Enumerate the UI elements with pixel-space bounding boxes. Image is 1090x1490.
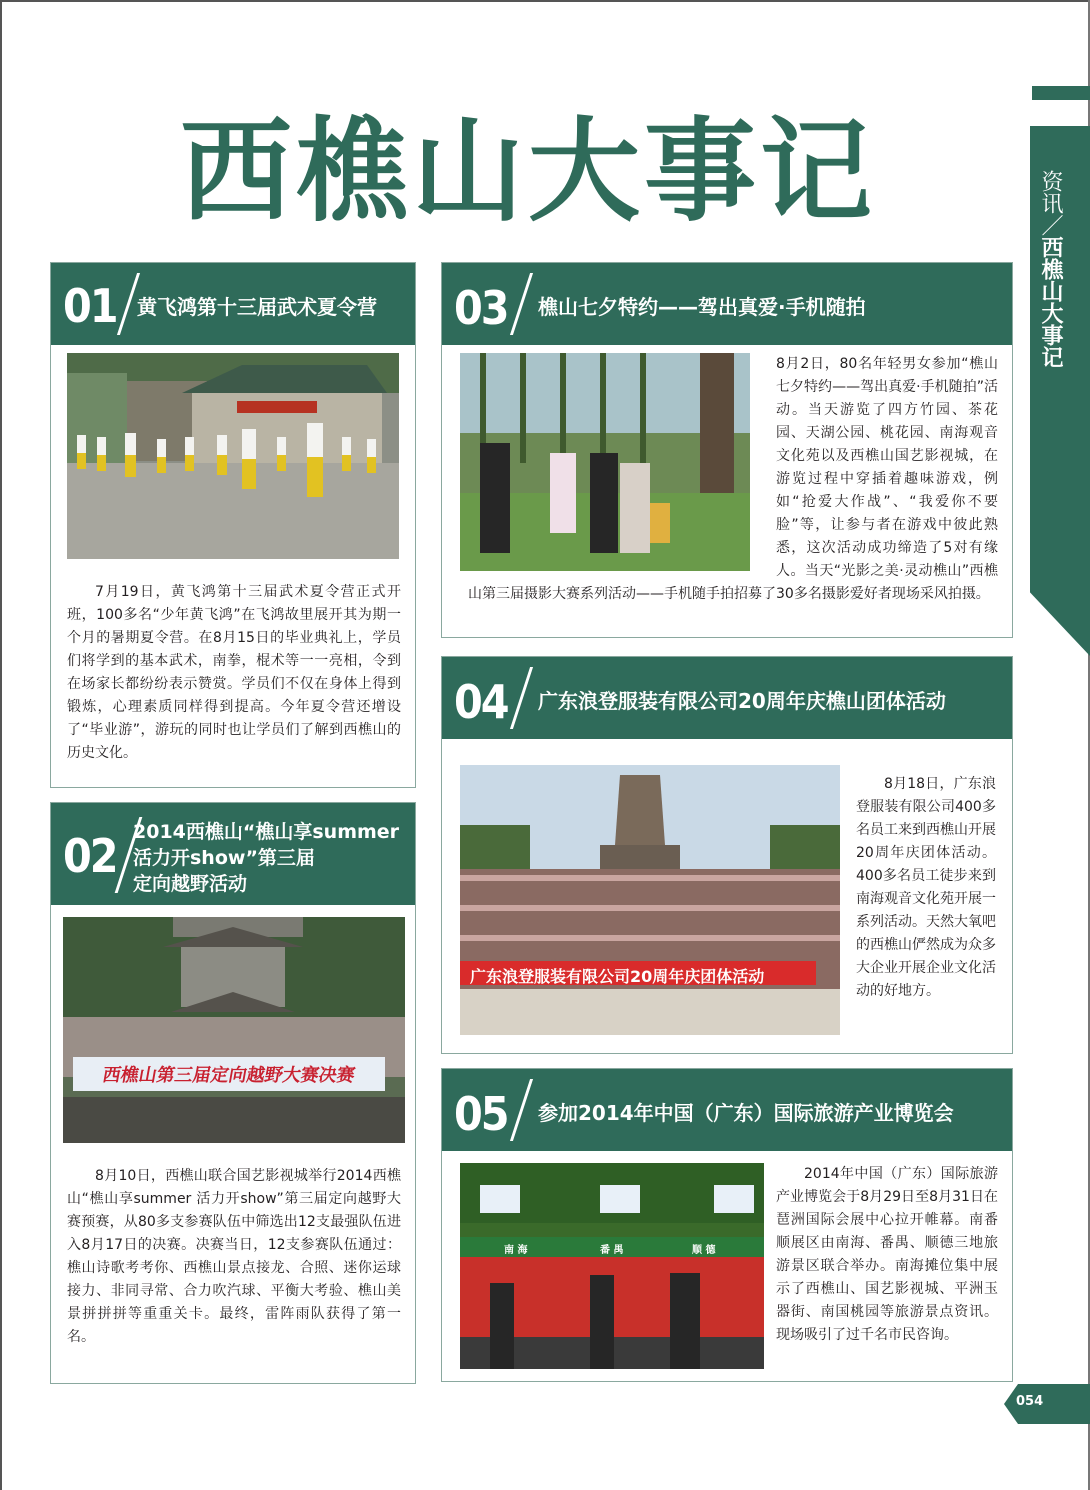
- event-header-04: [442, 657, 1012, 739]
- event-text-02: 8月10日，西樵山联合国艺影视城举行2014西樵山“樵山享summer 活力开show”第三届定向越野大赛预赛，从80多支参赛队伍中筛选出12支最强队伍进入8月17日的决赛。决赛当日，12支参赛队伍通过：樵山诗歌考考你、西樵山景点接龙、合照、迷你运球接力、非同寻常、合力吹汽球、平衡大考验、樵山美景拼拼拼等重重关卡。最终，雷阵雨队获得了第一名。: [67, 1168, 401, 1345]
- event-title-02-line3: 定向越野活动: [133, 873, 248, 895]
- event-card-03: [441, 262, 1013, 638]
- event-text-04: 8月18日，广东浪登服装有限公司400多名员工来到西樵山开展20周年庆团体活动。400多名员工徒步来到南海观音文化苑开展一系列活动。天然大氧吧的西樵山俨然成为众多大企业开展企业文化活动的好地方。: [856, 776, 996, 999]
- booth-label-shunde: 顺 德: [692, 1245, 716, 1256]
- event-card-04: [441, 656, 1013, 1054]
- event-header-02: [51, 803, 415, 905]
- event-title-02-line1: 2014西樵山“樵山享summer: [133, 821, 400, 843]
- event-header-03: [442, 263, 1012, 345]
- event-title-03: 樵山七夕特约——驾出真爱·手机随拍: [538, 295, 866, 319]
- company-banner-text: 广东浪登服装有限公司20周年庆团体活动: [470, 967, 765, 986]
- guanyin-group-photo: [460, 765, 840, 1035]
- tourism-expo-photo: [460, 1163, 764, 1369]
- event-card-02: [50, 802, 416, 1384]
- event-text-03-content: 8月2日，80名年轻男女参加“樵山七夕特约——驾出真爱·手机随拍”活动。当天游览了四方竹园、茶花园、天湖公园、桃花园、南海观音文化苑以及西樵山国艺影视城，在游览过程中穿插着趣味游戏，例如“抢爱大作战”、“我爱你不要脸”等，让参与者在游戏中彼此熟悉，这次活动成功缔造了5对有缘人。当天“光影之美·灵动樵山”西樵山第三届摄影大赛系列活动——手机随手拍招募了30多名摄影爱好者现场采风拍摄。: [468, 356, 998, 602]
- event-card-01: [50, 262, 416, 788]
- orienteering-banner-text: 西樵山第三届定向越野大赛决赛: [100, 1065, 357, 1086]
- event-text-03: [468, 353, 998, 606]
- event-number-03: 03: [454, 281, 508, 335]
- event-header-01: [51, 263, 415, 345]
- orienteering-group-photo: [63, 917, 405, 1143]
- event-header-05: [442, 1069, 1012, 1151]
- camp-courtyard-photo: [67, 353, 399, 559]
- section-separator: ／: [1038, 214, 1063, 236]
- page-border-top: [0, 0, 1090, 2]
- event-number-02: 02: [63, 829, 117, 883]
- booth-label-panyu: 番 禺: [600, 1245, 624, 1256]
- event-number-05: 05: [454, 1087, 508, 1141]
- header-divider: [510, 1079, 533, 1141]
- side-tab-bar: [1032, 86, 1090, 100]
- section-name: 资讯: [1038, 170, 1063, 214]
- event-title-04: 广东浪登服装有限公司20周年庆樵山团体活动: [538, 689, 946, 713]
- event-title-05: 参加2014年中国（广东）国际旅游产业博览会: [538, 1101, 954, 1125]
- event-card-05: [441, 1068, 1013, 1382]
- booth-label-nanhai: 南 海: [504, 1245, 528, 1256]
- event-text-01: 7月19日，黄飞鸿第十三届武术夏令营正式开班，100多名“少年黄飞鸿”在飞鸿故里展开其为期一个月的暑期夏令营。在8月15日的毕业典礼上，学员们将学到的基本武术，南拳，棍术等一一亮相，令到在场家长都纷纷表示赞赏。学员们不仅在身体上得到锻炼，心理素质同样得到提高。今年夏令营还增设了“毕业游”，游玩的同时也让学员们了解到西樵山的历史文化。: [67, 584, 401, 761]
- header-divider: [510, 667, 533, 729]
- event-number-04: 04: [454, 675, 508, 729]
- event-title-01: 黄飞鸿第十三届武术夏令营: [137, 295, 377, 319]
- section-title: 西樵山大事记: [1038, 236, 1063, 368]
- page-border-left: [0, 0, 2, 1490]
- page-number: 054: [1016, 1394, 1044, 1409]
- side-section-label: [1036, 170, 1064, 368]
- event-text-05: 2014年中国（广东）国际旅游产业博览会于8月29日至8月31日在琶洲国际会展中心拉开帷幕。南番顺展区由南海、番禺、顺德三地旅游景区联合举办。南海摊位集中展示了西樵山、国艺影视城、平洲玉器街、南国桃园等旅游景点资讯。现场吸引了过千名市民咨询。: [776, 1166, 998, 1343]
- page-title: 西樵山大事记: [180, 107, 876, 237]
- header-divider: [510, 273, 533, 335]
- event-title-02-line2: 活力开show”第三届: [133, 847, 315, 869]
- event-number-01: 01: [63, 279, 117, 333]
